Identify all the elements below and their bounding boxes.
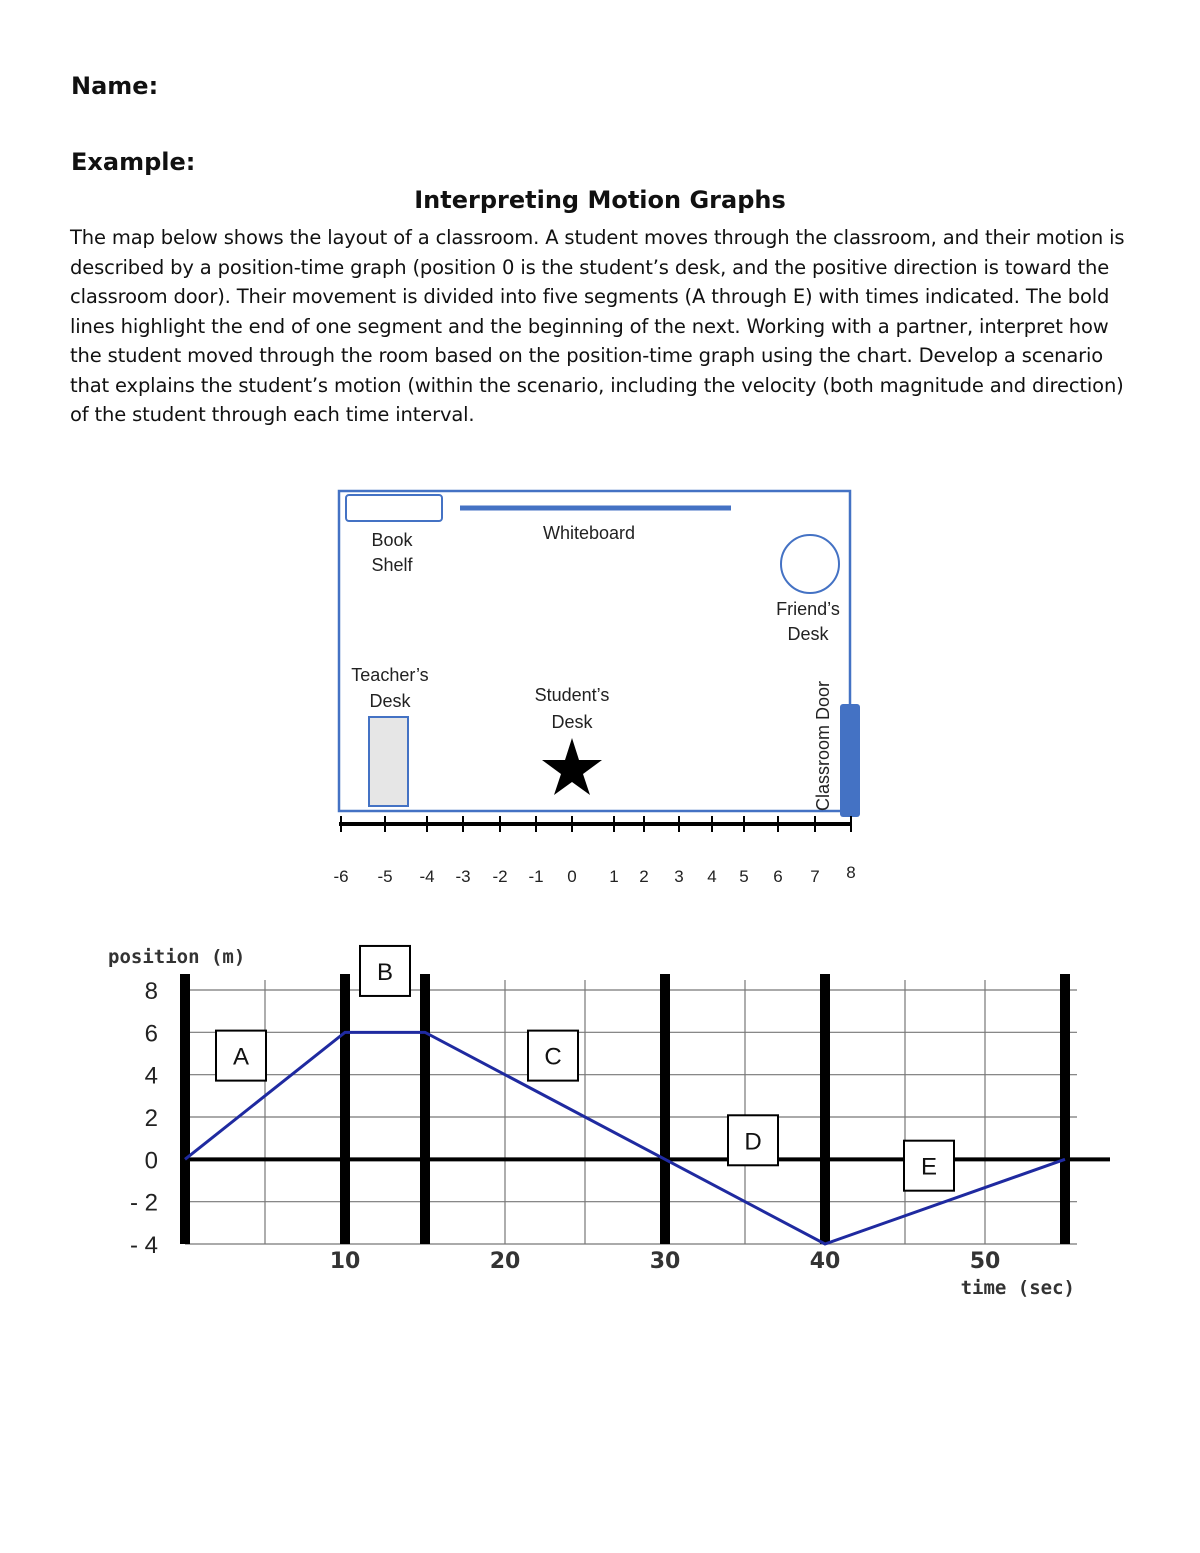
graph-grid (185, 980, 1110, 1244)
book-shelf-label-2: Shelf (371, 555, 413, 575)
number-line-label: 0 (567, 867, 577, 886)
y-tick-label: 2 (144, 1105, 158, 1132)
x-tick-label: 30 (649, 1249, 681, 1274)
teachers-desk (369, 717, 408, 806)
y-axis-label: position (m) (108, 946, 246, 968)
x-axis-label: time (sec) (960, 1277, 1075, 1299)
segment-label: E (920, 1153, 938, 1181)
whiteboard-label: Whiteboard (542, 523, 636, 543)
students-desk-label-1: Student’s (534, 685, 610, 705)
number-line-label: 3 (674, 867, 684, 886)
example-label: Example: (71, 148, 196, 176)
number-line-label: -1 (528, 867, 544, 886)
teachers-desk-label-1: Teacher’s (351, 665, 429, 685)
book-shelf-label-1: Book (371, 530, 413, 550)
segment-label: A (232, 1043, 250, 1071)
segment-label: D (744, 1128, 762, 1156)
number-line-label: 4 (707, 867, 717, 886)
x-tick-label: 20 (489, 1249, 521, 1274)
book-shelf (346, 495, 442, 521)
number-line-label: 8 (846, 863, 856, 882)
number-line-label: -5 (377, 867, 393, 886)
y-tick-label: 6 (144, 1020, 158, 1048)
y-tick-label: 4 (144, 1062, 158, 1090)
number-line-label: 6 (773, 867, 783, 886)
number-line-label: 7 (810, 867, 820, 886)
number-line-label: 1 (609, 867, 619, 886)
number-line-label: 5 (739, 867, 749, 886)
segment-label: B (376, 958, 394, 986)
position-line (185, 1032, 1065, 1244)
number-line-ticks (333, 816, 855, 886)
friends-desk-label-1: Friend’s (776, 599, 840, 619)
friends-desk-label-2: Desk (787, 624, 829, 644)
teachers-desk-label-2: Desk (369, 691, 411, 711)
name-label: Name: (71, 72, 159, 100)
number-line-label: -4 (419, 867, 435, 886)
friends-desk (781, 535, 839, 593)
x-tick-label: 10 (329, 1249, 361, 1274)
number-line-label: -3 (455, 867, 471, 886)
segment-boundary-lines (185, 974, 1065, 1244)
classroom-door-label: Classroom Door (813, 680, 833, 812)
students-desk-label-2: Desk (551, 712, 593, 732)
y-tick-label: - 2 (129, 1189, 158, 1217)
x-tick-label: 50 (969, 1249, 1001, 1274)
number-line-label: 2 (639, 867, 649, 886)
page-title: Interpreting Motion Graphs (414, 186, 786, 214)
number-line-label: -2 (492, 867, 508, 886)
intro-paragraph: The map below shows the layout of a classroom. A student moves through the classroom, and their motion is described by a position-time graph (position 0 is the student’s desk, and the positive direction is toward the classroom door). Their movement is divided into five segments (A through E) with times indicated. The bold lines highlight the end of one segment and the beginning of the next. Working with a partner, interpret how the student moved through the room based on the position-time graph using the chart. Develop a scenario that explains the student’s motion (within the scenario, including the velocity (both magnitude and direction) of the student through each time interval. (70, 226, 1125, 426)
x-tick-labels (330, 1249, 1001, 1274)
number-line-label: -6 (333, 867, 349, 886)
y-tick-label: - 4 (129, 1232, 158, 1259)
y-tick-label: 0 (144, 1147, 158, 1175)
position-time-graph (0, 930, 1200, 1310)
segment-label: C (544, 1043, 562, 1071)
position-series (185, 1032, 1065, 1244)
classroom-map (0, 480, 1200, 900)
classroom-door (840, 704, 860, 817)
y-tick-label: 8 (144, 978, 158, 1005)
students-desk-star (542, 738, 602, 795)
x-tick-label: 40 (809, 1249, 841, 1274)
y-tick-labels (130, 978, 158, 1259)
